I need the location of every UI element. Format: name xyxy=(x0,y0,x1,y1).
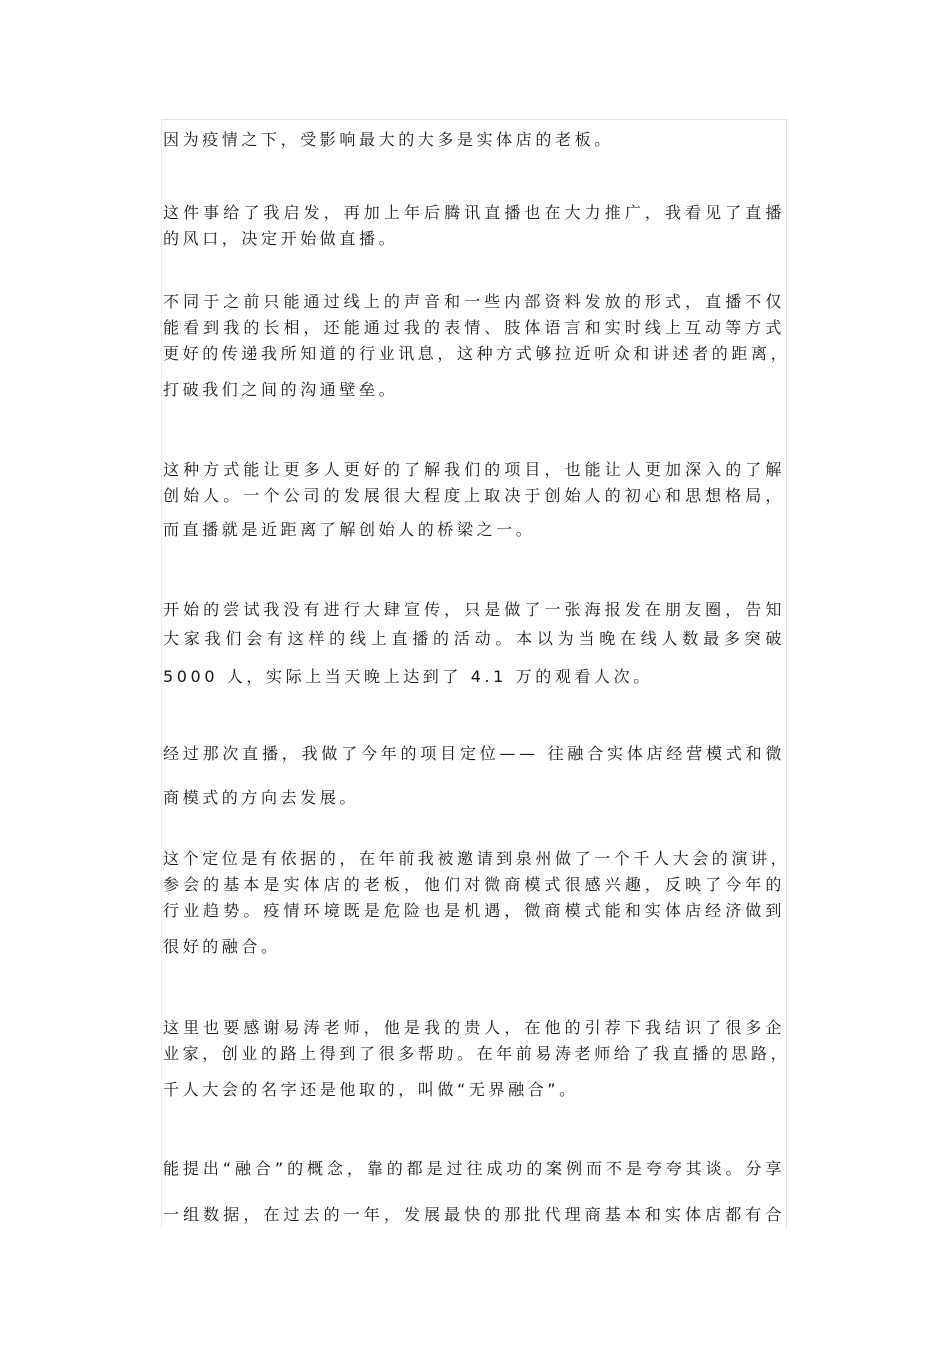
text-line: 一组数据，在过去的一年，发展最快的那批代理商基本和实体店都有合 xyxy=(163,1205,785,1224)
text-line: 更好的传递我所知道的行业讯息，这种方式够拉近听众和讲述者的距离， xyxy=(163,344,791,363)
paragraph xyxy=(163,846,791,960)
text-line: 打破我们之间的沟通壁垒。 xyxy=(163,380,399,399)
paragraph xyxy=(163,289,791,403)
text-line: 不同于之前只能通过线上的声音和一些内部资料发放的形式，直播不仅 xyxy=(163,292,785,311)
text-line: 这个定位是有依据的，在年前我被邀请到泉州做了一个千人大会的演讲， xyxy=(163,849,791,868)
paragraph xyxy=(163,741,785,811)
paragraph xyxy=(163,1156,785,1228)
paragraph xyxy=(163,200,785,252)
text-line: 大家我们会有这样的线上直播的活动。本以为当晚在线人数最多突破 xyxy=(163,629,785,648)
text-line: 的风口，决定开始做直播。 xyxy=(163,229,399,248)
text-line: 千人大会的名字还是他取的，叫做“无界融合”。 xyxy=(163,1080,579,1099)
text-line: 经过那次直播，我做了今年的项目定位—— 往融合实体店经营模式和微 xyxy=(163,744,785,763)
text-line: 创始人。一个公司的发展很大程度上取决于创始人的初心和思想格局， xyxy=(163,486,785,505)
text-line: 因为疫情之下，受影响最大的大多是实体店的老板。 xyxy=(163,130,614,149)
paragraph xyxy=(163,127,785,153)
text-line: 能看到我的长相，还能通过我的表情、肢体语言和实时线上互动等方式 xyxy=(163,318,785,337)
paragraph xyxy=(163,597,785,690)
text-line: 参会的基本是实体店的老板，他们对微商模式很感兴趣，反映了今年的 xyxy=(163,875,785,894)
paragraph xyxy=(163,1015,791,1103)
text-line: 开始的尝试我没有进行大肆宣传，只是做了一张海报发在朋友圈，告知 xyxy=(163,600,785,619)
text-line: 5000 人，实际上当天晚上达到了 4.1 万的观看人次。 xyxy=(163,667,653,686)
text-line: 这里也要感谢易涛老师，他是我的贵人，在他的引荐下我结识了很多企 xyxy=(163,1018,785,1037)
text-line: 很好的融合。 xyxy=(163,937,281,956)
text-line: 商模式的方向去发展。 xyxy=(163,788,360,807)
text-line: 这种方式能让更多人更好的了解我们的项目，也能让人更加深入的了解 xyxy=(163,460,785,479)
paragraph xyxy=(163,457,785,543)
text-line: 能提出“融合”的概念，靠的都是过往成功的案例而不是夸夸其谈。分享 xyxy=(163,1159,785,1178)
text-line: 这件事给了我启发，再加上年后腾讯直播也在大力推广，我看见了直播 xyxy=(163,203,785,222)
text-line: 行业趋势。疫情环境既是危险也是机遇，微商模式能和实体店经济做到 xyxy=(163,901,785,920)
text-line: 业家，创业的路上得到了很多帮助。在年前易涛老师给了我直播的思路， xyxy=(163,1044,791,1063)
text-line: 而直播就是近距离了解创始人的桥梁之一。 xyxy=(163,520,536,539)
